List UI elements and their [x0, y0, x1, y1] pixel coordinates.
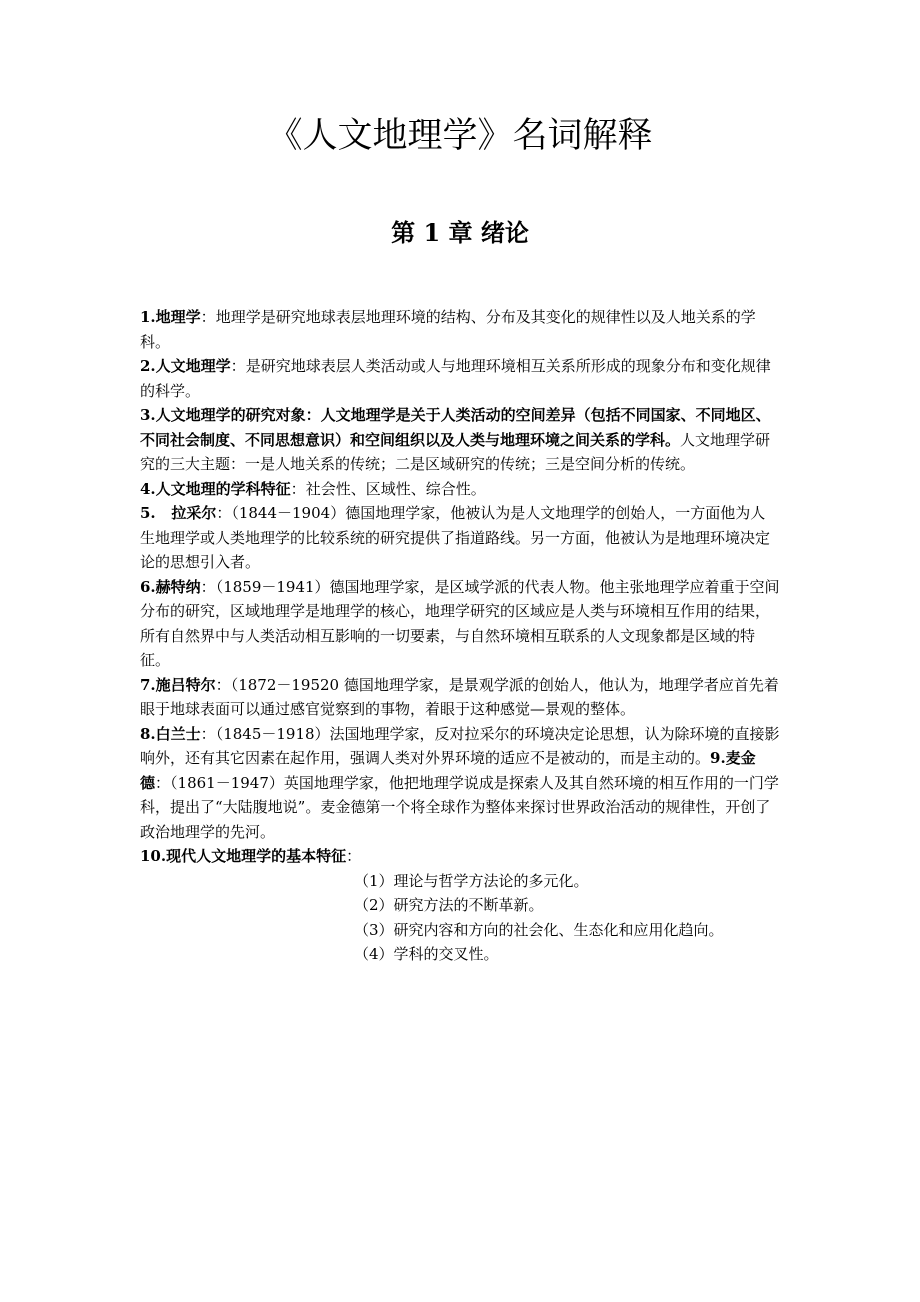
entry-definition: 人文地理学研究的三大主题：一是人地关系的传统；二是区域研究的传统；三是空间分析的传统。	[140, 430, 771, 473]
page-title: 《人文地理学》名词解释	[267, 116, 653, 156]
entry-term: 1.地理学	[140, 308, 201, 326]
entry-term: 4.人文地理的学科特征	[140, 479, 291, 498]
list-item: （3）研究内容和方向的社会化、生态化和应用化趋向。	[354, 920, 724, 939]
entry-term: 6.赫特纳	[140, 577, 201, 596]
entry-vidal-mackinder	[140, 722, 780, 845]
entry-human-geography	[140, 354, 780, 403]
content-body	[140, 305, 780, 967]
entry-separator: ：	[216, 504, 232, 522]
entry-research-object	[140, 403, 780, 477]
feature-list	[140, 869, 780, 967]
entry-separator: ：	[230, 357, 246, 375]
entry-separator: ：	[290, 479, 306, 498]
chapter-title: 第 1 章 绪论	[391, 218, 529, 247]
entry-modern-features	[140, 844, 780, 869]
entry-geography	[140, 305, 780, 354]
entry-separator: ：	[155, 773, 171, 792]
entry-discipline-features	[140, 477, 780, 502]
entry-definition: 地理学是研究地球表层地理环境的结构、分布及其变化的规律性以及人地关系的学科。	[140, 308, 756, 351]
entry-definition: （1844－1904）德国地理学家，他被认为是人文地理学的创始人，一方面他为人生地理学或人类地理学的比较系统的研究提供了指道路线。另一方面，他被认为是地理环境决定论的思想引入者。	[140, 504, 771, 571]
entry-term: 10.现代人文地理学的基本特征	[140, 847, 347, 865]
entry-ratzel	[140, 501, 780, 575]
entry-definition: （1845－1918）法国地理学家，反对拉采尔的环境决定论思想，认为除环境的直接影响外，还有其它因素在起作用，强调人类对外界环境的适应不是被动的，而是主动的。	[140, 724, 780, 767]
entry-separator: ：	[200, 577, 216, 596]
entry-term: 8.白兰士	[140, 724, 201, 743]
list-item: （4）学科的交叉性。	[354, 945, 499, 963]
entry-definition: （1861－1947）英国地理学家，他把地理学说成是探索人及其自然环境的相互作用的一门学科，提出了“大陆腹地说”。麦金德第一个将全球作为整体来探讨世界政治活动的规律性，开创了政治地理学的先河。	[140, 773, 779, 841]
entry-term: 3.人文地理学的研究对象：人文地理学是关于人类活动的空间差异（包括不同国家、不同地区、不同社会制度、不同思想意识）和空间组织以及人类与地理环境之间关系的学科。	[140, 406, 771, 449]
entry-separator: ：	[215, 675, 231, 694]
entry-definition: 社会性、区域性、综合性。	[305, 479, 486, 498]
entry-schluter	[140, 673, 780, 722]
entry-definition: （1859－1941）德国地理学家，是区域学派的代表人物。他主张地理学应着重于空间分布的研究，区域地理学是地理学的核心，地理学研究的区域应是人类与环境相互作用的结果，所有自然界中与人类活动相互影响的一切要素，与自然环境相互联系的人文现象都是区域的特征。	[140, 577, 780, 669]
entry-term: 7.施吕特尔	[140, 675, 216, 694]
entry-definition: 是研究地球表层人类活动或人与地理环境相互关系所形成的现象分布和变化规律的科学。	[140, 357, 771, 400]
entry-separator: ：	[346, 847, 362, 865]
entry-hettner	[140, 575, 780, 673]
entry-term: 5. 拉采尔	[140, 504, 217, 522]
list-item: （2）研究方法的不断革新。	[354, 896, 544, 914]
entry-separator: ：	[200, 724, 216, 743]
entry-term: 2.人文地理学	[140, 357, 231, 375]
list-item: （1）理论与哲学方法论的多元化。	[354, 871, 589, 890]
entry-definition: （1872－19520 德国地理学家，是景观学派的创始人，他认为，地理学者应首先着眼于地球表面可以通过感官觉察到的事物，着眼于这种感觉—景观的整体。	[140, 675, 779, 718]
entry-term-inline: 9.麦金德	[140, 749, 756, 792]
entry-separator: ：	[200, 308, 216, 326]
